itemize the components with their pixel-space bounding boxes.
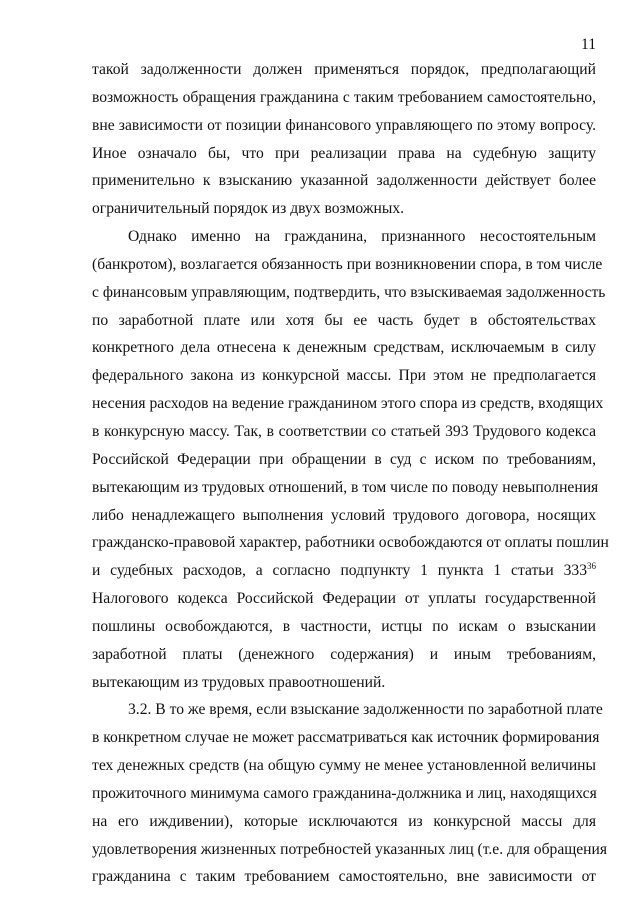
text-line: Налогового кодекса Российской Федерации от уплаты государственной — [92, 590, 596, 608]
text-line: 3.2. В то же время, если взыскание задолженности по заработной плате — [128, 701, 603, 719]
paragraph-2 — [92, 223, 609, 696]
text-line: прожиточного минимума самого гражданина-должника и лиц, находящихся — [92, 784, 597, 802]
text-line: возможность обращения гражданина с таким требованием самостоятельно, — [92, 88, 596, 106]
text-line: с финансовым управляющим, подтвердить, что взыскиваемая задолженность — [92, 283, 606, 301]
text-line-with-footnote — [92, 557, 596, 585]
text-line: несения расходов на ведение гражданином этого спора из средств, входящих — [92, 395, 604, 413]
text-line: ограничительный порядок из двух возможных. — [92, 200, 405, 218]
text-line: в конкурсную массу. Так, в соответствии со статьей 393 Трудового кодекса — [92, 422, 596, 440]
text-line: Иное означало бы, что при реализации права на судебную защиту — [92, 144, 596, 162]
text-line: (банкротом), возлагается обязанность при возникновении спора, в том числе — [92, 255, 603, 273]
text-line: вытекающим из трудовых правоотношений. — [92, 673, 386, 691]
text-line: по заработной плате или хотя бы ее часть будет в обстоятельствах — [92, 311, 596, 329]
body-text — [92, 56, 609, 891]
text-line: Однако именно на гражданина, признанного несостоятельным — [128, 228, 596, 246]
paragraph-3 — [92, 696, 608, 891]
text-line: на его иждивении), которые исключаются из конкурсной массы для — [92, 812, 596, 830]
page-number: 11 — [580, 36, 596, 53]
text-line: в конкретном случае не может рассматриваться как источник формирования — [92, 729, 600, 747]
text-line: вне зависимости от позиции финансового управляющего по этому вопросу. — [92, 116, 596, 134]
text-line: заработной платы (денежного содержания) и иным требованиям, — [92, 645, 596, 663]
text-line: применительно к взысканию указанной задолженности действует более — [92, 172, 596, 190]
text-line: такой задолженности должен применяться порядок, предполагающий — [92, 61, 596, 78]
text-line-content: и судебных расходов, а согласно подпункту 1 пункта 1 статьи 333 — [92, 562, 587, 580]
text-line: гражданина с таким требованием самостоятельно, вне зависимости от — [92, 868, 596, 886]
text-line: тех денежных средств (на общую сумму не менее установленной величины — [92, 757, 596, 775]
text-line: конкретного дела отнесена к денежным средствам, исключаемым в силу — [92, 339, 596, 357]
text-line: гражданско-правовой характер, работники освобождаются от оплаты пошлин — [92, 534, 609, 552]
text-line: либо ненадлежащего выполнения условий трудового договора, носящих — [92, 506, 596, 524]
text-line: вытекающим из трудовых отношений, в том числе по поводу невыполнения — [92, 478, 599, 496]
text-line: пошлины освобождаются, в частности, истцы по искам о взыскании — [92, 617, 596, 635]
footnote-reference: 36 — [587, 561, 596, 572]
text-line: удовлетворения жизненных потребностей указанных лиц (т.е. для обращения — [92, 840, 608, 858]
text-line: Российской Федерации при обращении в суд с иском по требованиям, — [92, 450, 596, 468]
paragraph-1 — [92, 56, 596, 223]
text-line: федерального закона из конкурсной массы. При этом не предполагается — [92, 367, 596, 385]
